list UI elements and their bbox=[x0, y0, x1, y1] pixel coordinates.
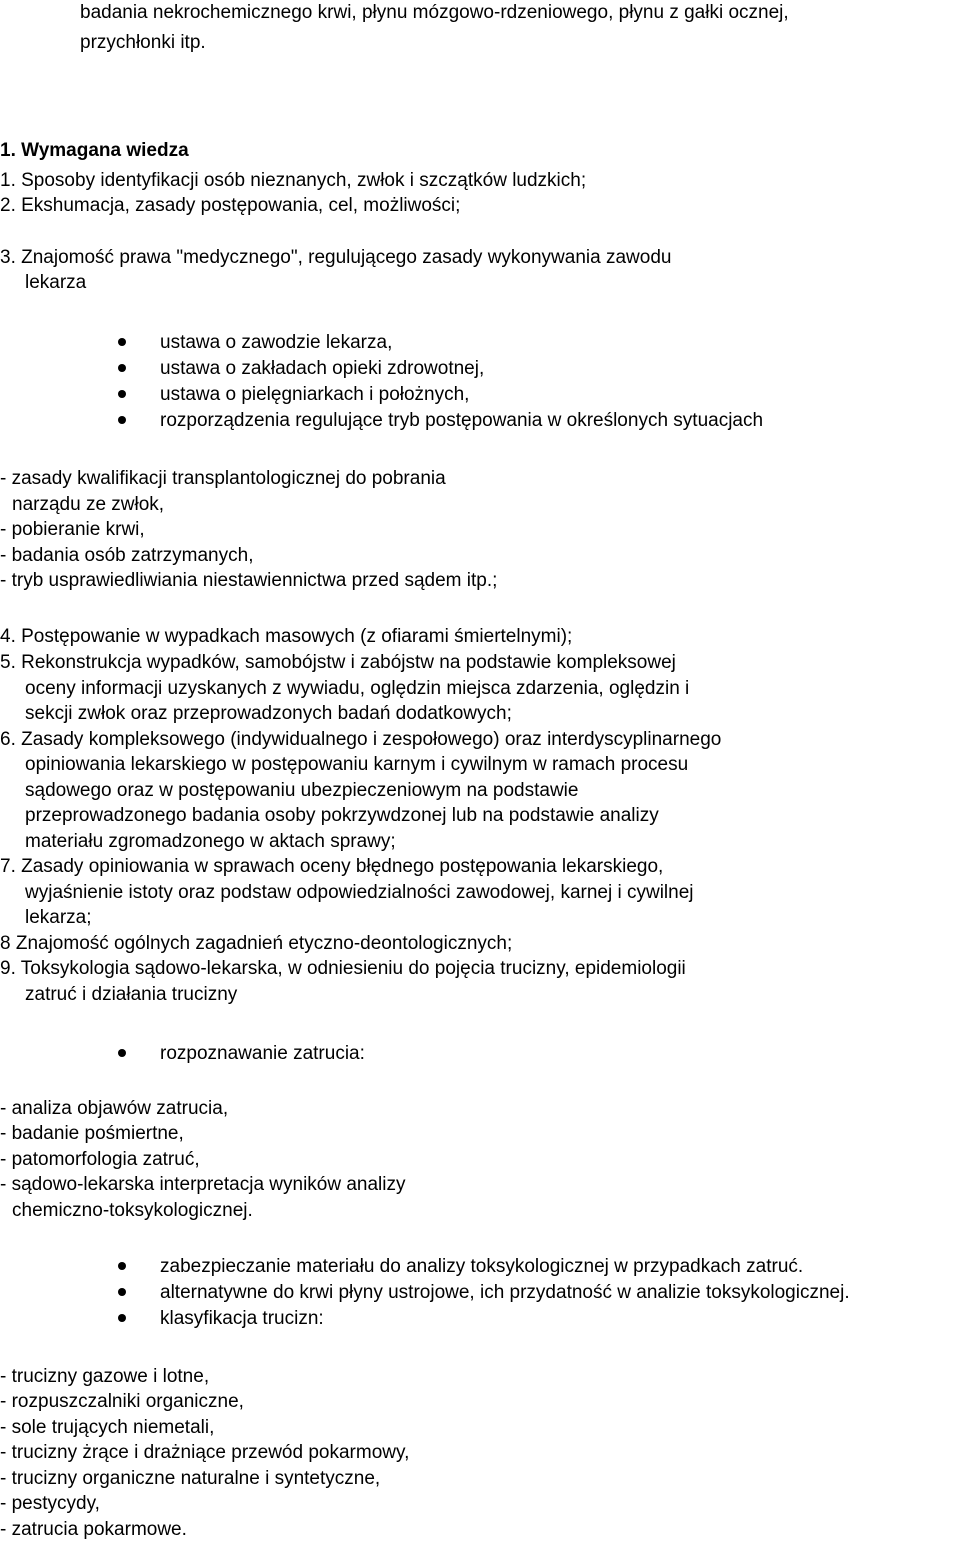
intro-line-2: przychłonki itp. bbox=[80, 32, 206, 53]
dash-item: - sole trujących niemetali, bbox=[0, 1417, 215, 1438]
list-item-continuation: wyjaśnienie istoty oraz podstaw odpowiedzialności zawodowej, karnej i cywilnej bbox=[25, 882, 694, 903]
list-item-continuation: sekcji zwłok oraz przeprowadzonych badań dodatkowych; bbox=[25, 703, 512, 724]
bullet-icon bbox=[118, 1262, 126, 1270]
dash-item: - pobieranie krwi, bbox=[0, 519, 145, 540]
dash-item: - pestycydy, bbox=[0, 1493, 100, 1514]
dash-item: - badanie pośmiertne, bbox=[0, 1123, 184, 1144]
list-item-continuation: materiału zgromadzonego w aktach sprawy; bbox=[25, 831, 396, 852]
dash-item: - sądowo-lekarska interpretacja wyników analizy bbox=[0, 1174, 406, 1195]
bullet-item: ustawa o zakładach opieki zdrowotnej, bbox=[160, 358, 485, 379]
list-item: 7. Zasady opiniowania w sprawach oceny błędnego postępowania lekarskiego, bbox=[0, 856, 664, 877]
list-item-continuation: opiniowania lekarskiego w postępowaniu karnym i cywilnym w ramach procesu bbox=[25, 754, 689, 775]
bullet-icon bbox=[118, 416, 126, 424]
dash-item: - trucizny organiczne naturalne i syntetyczne, bbox=[0, 1468, 381, 1489]
dash-item: - zasady kwalifikacji transplantologicznej do pobrania bbox=[0, 468, 446, 489]
dash-item: - trucizny żrące i drażniące przewód pokarmowy, bbox=[0, 1442, 410, 1463]
list-item: 6. Zasady kompleksowego (indywidualnego i zespołowego) oraz interdyscyplinarnego bbox=[0, 729, 722, 750]
dash-item: - rozpuszczalniki organiczne, bbox=[0, 1391, 244, 1412]
bullet-icon bbox=[118, 364, 126, 372]
list-item-continuation: sądowego oraz w postępowaniu ubezpieczeniowym na podstawie bbox=[25, 780, 579, 801]
bullet-item: alternatywne do krwi płyny ustrojowe, ich przydatność w analizie toksykologicznej. bbox=[160, 1282, 850, 1303]
list-item-continuation: oceny informacji uzyskanych z wywiadu, oględzin miejsca zdarzenia, oględzin i bbox=[25, 678, 690, 699]
list-item: 5. Rekonstrukcja wypadków, samobójstw i zabójstw na podstawie kompleksowej bbox=[0, 652, 676, 673]
list-item: 8 Znajomość ogólnych zagadnień etyczno-deontologicznych; bbox=[0, 933, 513, 954]
intro-line-1: badania nekrochemicznego krwi, płynu mózgowo-rdzeniowego, płynu z gałki ocznej, bbox=[80, 2, 789, 23]
list-item: 4. Postępowanie w wypadkach masowych (z ofiarami śmiertelnymi); bbox=[0, 626, 573, 647]
list-item-continuation: przeprowadzonego badania osoby pokrzywdzonej lub na podstawie analizy bbox=[25, 805, 659, 826]
dash-item: - trucizny gazowe i lotne, bbox=[0, 1366, 210, 1387]
bullet-icon bbox=[118, 338, 126, 346]
dash-item: - analiza objawów zatrucia, bbox=[0, 1098, 229, 1119]
bullet-icon bbox=[118, 1049, 126, 1057]
bullet-item: ustawa o pielęgniarkach i położnych, bbox=[160, 384, 470, 405]
list-item-continuation: lekarza bbox=[25, 272, 87, 293]
dash-item: - zatrucia pokarmowe. bbox=[0, 1519, 187, 1540]
list-item-continuation: zatruć i działania trucizny bbox=[25, 984, 238, 1005]
dash-item: - badania osób zatrzymanych, bbox=[0, 545, 254, 566]
list-item: 3. Znajomość prawa "medycznego", regulującego zasady wykonywania zawodu bbox=[0, 247, 672, 268]
dash-item-continuation: narządu ze zwłok, bbox=[12, 494, 165, 515]
bullet-item: klasyfikacja trucizn: bbox=[160, 1308, 324, 1329]
dash-item: - patomorfologia zatruć, bbox=[0, 1149, 200, 1170]
bullet-item: rozporządzenia regulujące tryb postępowania w określonych sytuacjach bbox=[160, 410, 764, 431]
list-item: 9. Toksykologia sądowo-lekarska, w odniesieniu do pojęcia trucizny, epidemiologii bbox=[0, 958, 686, 979]
bullet-item: rozpoznawanie zatrucia: bbox=[160, 1043, 365, 1064]
list-item-continuation: lekarza; bbox=[25, 907, 92, 928]
list-item: 2. Ekshumacja, zasady postępowania, cel, możliwości; bbox=[0, 195, 461, 216]
bullet-icon bbox=[118, 390, 126, 398]
dash-item-continuation: chemiczno-toksykologicznej. bbox=[12, 1200, 253, 1221]
dash-item: - tryb usprawiedliwiania niestawiennictwa przed sądem itp.; bbox=[0, 570, 498, 591]
bullet-icon bbox=[118, 1314, 126, 1322]
bullet-item: zabezpieczanie materiału do analizy toksykologicznej w przypadkach zatruć. bbox=[160, 1256, 804, 1277]
section-heading: 1. Wymagana wiedza bbox=[0, 140, 189, 161]
bullet-icon bbox=[118, 1288, 126, 1296]
list-item: 1. Sposoby identyfikacji osób nieznanych, zwłok i szczątków ludzkich; bbox=[0, 170, 587, 191]
bullet-item: ustawa o zawodzie lekarza, bbox=[160, 332, 393, 353]
